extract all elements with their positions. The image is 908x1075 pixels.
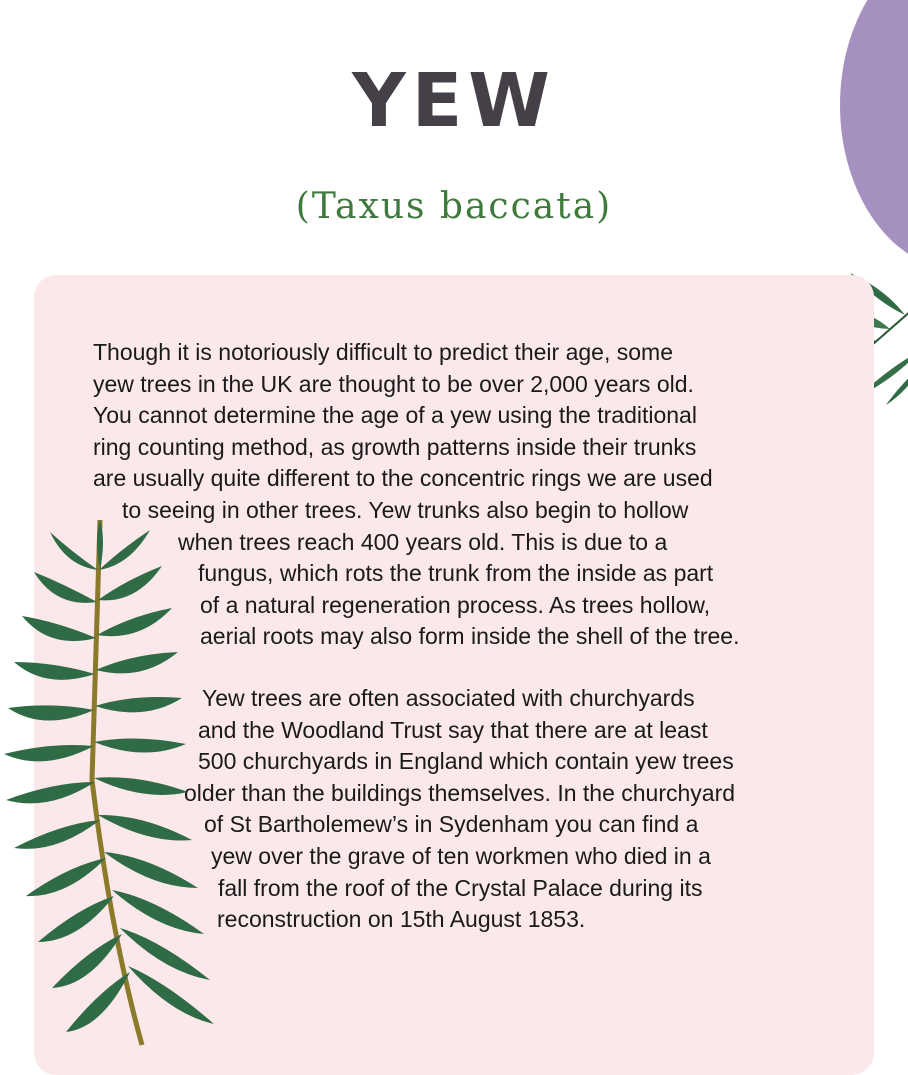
text-line: 500 churchyards in England which contain yew trees: [198, 748, 734, 775]
scientific-name: (Taxus baccata): [295, 186, 613, 227]
text-line: Yew trees are often associated with churchyards: [202, 685, 695, 711]
text-line: ring counting method, as growth patterns inside their trunks: [93, 433, 697, 460]
text-line: older than the buildings themselves. In the churchyard: [184, 779, 736, 806]
text-line: yew over the grave of ten workmen who died in a: [211, 842, 711, 869]
text-line: fall from the roof of the Crystal Palace during its: [218, 874, 703, 901]
text-line: to seeing in other trees. Yew trunks also begin to hollow: [122, 496, 689, 523]
text-line: Though it is notoriously difficult to predict their age, some: [93, 339, 673, 365]
text-line: of a natural regeneration process. As trees hollow,: [200, 591, 711, 618]
text-line: fungus, which rots the trunk from the inside as part: [198, 560, 714, 587]
text-line: aerial roots may also form inside the shell of the tree.: [200, 623, 740, 650]
text-line: You cannot determine the age of a yew using the traditional: [93, 402, 697, 429]
text-line: of St Bartholemew’s in Sydenham you can find a: [204, 811, 699, 838]
text-line: reconstruction on 15th August 1853.: [217, 906, 586, 933]
text-line: and the Woodland Trust say that there are at least: [198, 716, 708, 743]
yew-branch-illustration: [0, 510, 230, 1050]
text-line: yew trees in the UK are thought to be over 2,000 years old.: [93, 370, 694, 397]
text-line: are usually quite different to the concentric rings we are used: [93, 465, 713, 492]
page-title: YEW: [352, 58, 556, 144]
text-line: when trees reach 400 years old. This is due to a: [178, 528, 668, 555]
